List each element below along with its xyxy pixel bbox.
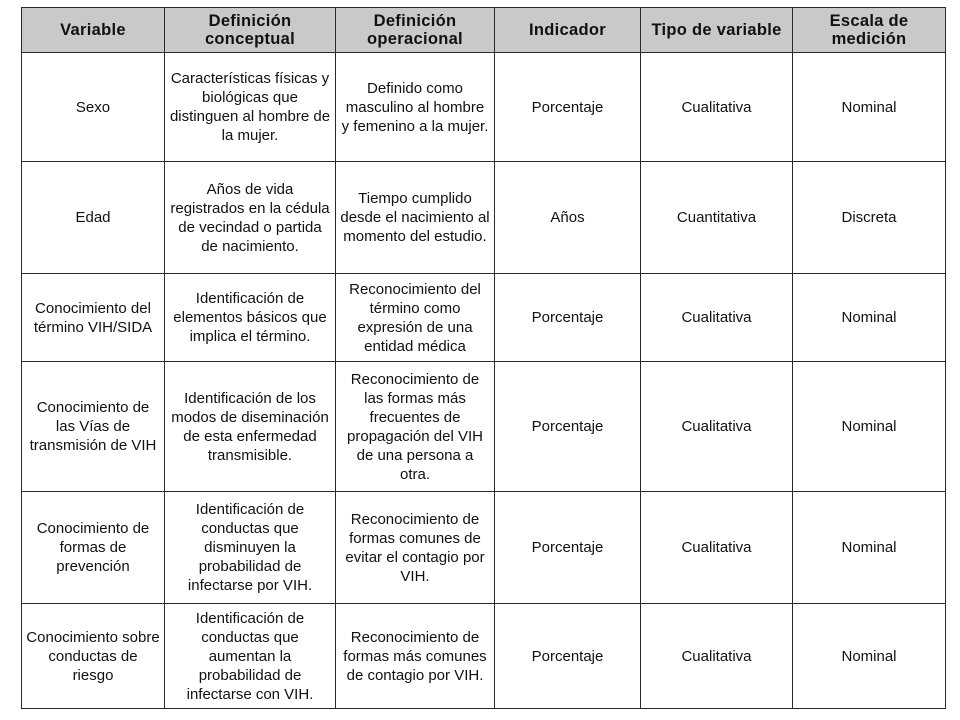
header-definicion-operacional: Definición operacional: [336, 8, 495, 53]
cell-conceptual: Identificación de los modos de diseminación de esta enfermedad transmisible.: [165, 362, 336, 492]
cell-operacional: Reconocimiento del término como expresión de una entidad médica: [336, 274, 495, 362]
table-row: [22, 492, 946, 604]
cell-operacional: Tiempo cumplido desde el nacimiento al momento del estudio.: [336, 162, 495, 274]
table-row: [22, 53, 946, 162]
cell-conceptual: Características físicas y biológicas que distinguen al hombre de la mujer.: [165, 53, 336, 162]
header-escala-de-medicion: Escala de medición: [793, 8, 946, 53]
cell-operacional: Definido como masculino al hombre y femenino a la mujer.: [336, 53, 495, 162]
cell-escala: Nominal: [793, 492, 946, 604]
cell-operacional: Reconocimiento de formas más comunes de contagio por VIH.: [336, 604, 495, 709]
header-indicador: Indicador: [495, 8, 641, 53]
cell-conceptual: Identificación de conductas que disminuyen la probabilidad de infectarse por VIH.: [165, 492, 336, 604]
cell-tipo: Cualitativa: [641, 53, 793, 162]
header-row: [22, 8, 946, 53]
cell-escala: Discreta: [793, 162, 946, 274]
cell-escala: Nominal: [793, 53, 946, 162]
cell-tipo: Cualitativa: [641, 274, 793, 362]
cell-indicador: Porcentaje: [495, 53, 641, 162]
cell-indicador: Porcentaje: [495, 274, 641, 362]
cell-conceptual: Años de vida registrados en la cédula de vecindad o partida de nacimiento.: [165, 162, 336, 274]
cell-variable: Conocimiento sobre conductas de riesgo: [22, 604, 165, 709]
cell-tipo: Cualitativa: [641, 492, 793, 604]
cell-indicador: Porcentaje: [495, 362, 641, 492]
table-row: [22, 604, 946, 709]
header-tipo-de-variable: Tipo de variable: [641, 8, 793, 53]
cell-variable: Conocimiento de las Vías de transmisión de VIH: [22, 362, 165, 492]
cell-variable: Edad: [22, 162, 165, 274]
cell-escala: Nominal: [793, 274, 946, 362]
cell-indicador: Porcentaje: [495, 604, 641, 709]
cell-conceptual: Identificación de elementos básicos que implica el término.: [165, 274, 336, 362]
cell-escala: Nominal: [793, 362, 946, 492]
cell-variable: Sexo: [22, 53, 165, 162]
table-row: [22, 274, 946, 362]
cell-operacional: Reconocimiento de formas comunes de evitar el contagio por VIH.: [336, 492, 495, 604]
variables-table: [21, 7, 946, 709]
cell-variable: Conocimiento de formas de prevención: [22, 492, 165, 604]
cell-escala: Nominal: [793, 604, 946, 709]
table-row: [22, 162, 946, 274]
table-row: [22, 362, 946, 492]
header-definicion-conceptual: Definición conceptual: [165, 8, 336, 53]
cell-operacional: Reconocimiento de las formas más frecuentes de propagación del VIH de una persona a otra.: [336, 362, 495, 492]
cell-variable: Conocimiento del término VIH/SIDA: [22, 274, 165, 362]
cell-indicador: Porcentaje: [495, 492, 641, 604]
cell-conceptual: Identificación de conductas que aumentan la probabilidad de infectarse con VIH.: [165, 604, 336, 709]
header-variable: Variable: [22, 8, 165, 53]
cell-indicador: Años: [495, 162, 641, 274]
cell-tipo: Cuantitativa: [641, 162, 793, 274]
cell-tipo: Cualitativa: [641, 604, 793, 709]
cell-tipo: Cualitativa: [641, 362, 793, 492]
